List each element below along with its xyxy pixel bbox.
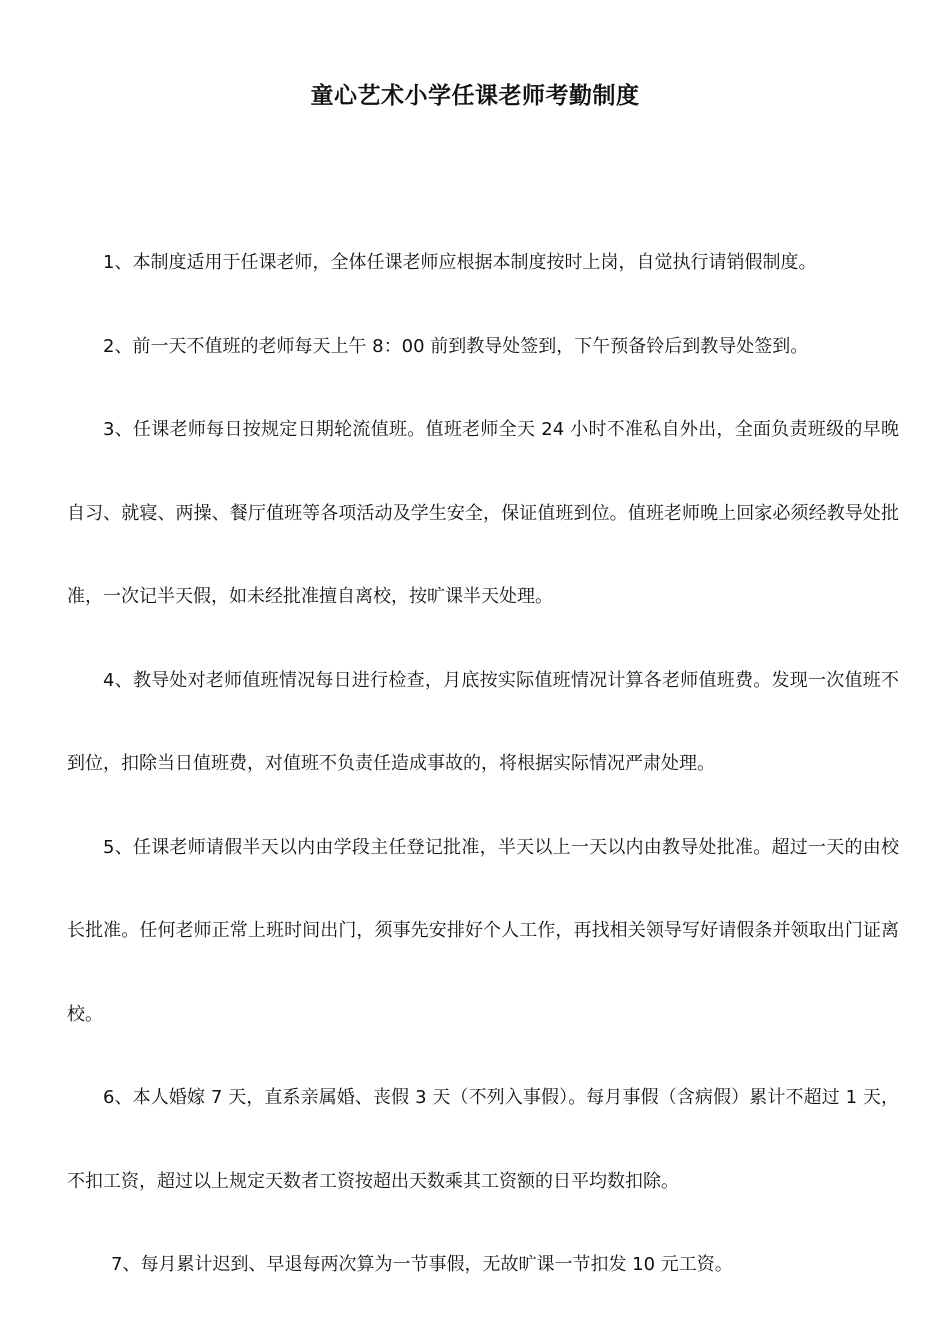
paragraph-6: 6、本人婚嫁 7 天，直系亲属婚、丧假 3 天（不列入事假）。每月事假（含病假）累计不超过 1 天，不扣工资，超过以上规定天数者工资按超出天数乘其工资额的日平均数扣除。	[67, 1087, 899, 1192]
paragraph-1: 1、本制度适用于任课老师，全体任课老师应根据本制度按时上岗，自觉执行请销假制度。	[103, 252, 817, 273]
paragraph-4: 4、教导处对老师值班情况每日进行检查，月底按实际值班情况计算各老师值班费。发现一次值班不到位，扣除当日值班费，对值班不负责任造成事故的，将根据实际情况严肃处理。	[67, 669, 899, 774]
document-title: 童心艺术小学任课老师考勤制度	[310, 83, 640, 109]
paragraph-3: 3、任课老师每日按规定日期轮流值班。值班老师全天 24 小时不准私自外出，全面负责班级的早晚自习、就寝、两操、餐厅值班等各项活动及学生安全，保证值班到位。值班老师晚上回家必须经教导处批准，一次记半天假，如未经批准擅自离校，按旷课半天处理。	[67, 419, 899, 607]
document-body	[67, 221, 899, 1307]
paragraph-5: 5、任课老师请假半天以内由学段主任登记批准，半天以上一天以内由教导处批准。超过一天的由校长批准。任何老师正常上班时间出门，须事先安排好个人工作，再找相关领导写好请假条并领取出门证离校。	[67, 836, 899, 1025]
paragraph-2: 2、前一天不值班的老师每天上午 8：00 前到教导处签到，下午预备铃后到教导处签到。	[103, 335, 809, 357]
paragraph-7: 7、每月累计迟到、早退每两次算为一节事假，无故旷课一节扣发 10 元工资。	[111, 1254, 733, 1275]
